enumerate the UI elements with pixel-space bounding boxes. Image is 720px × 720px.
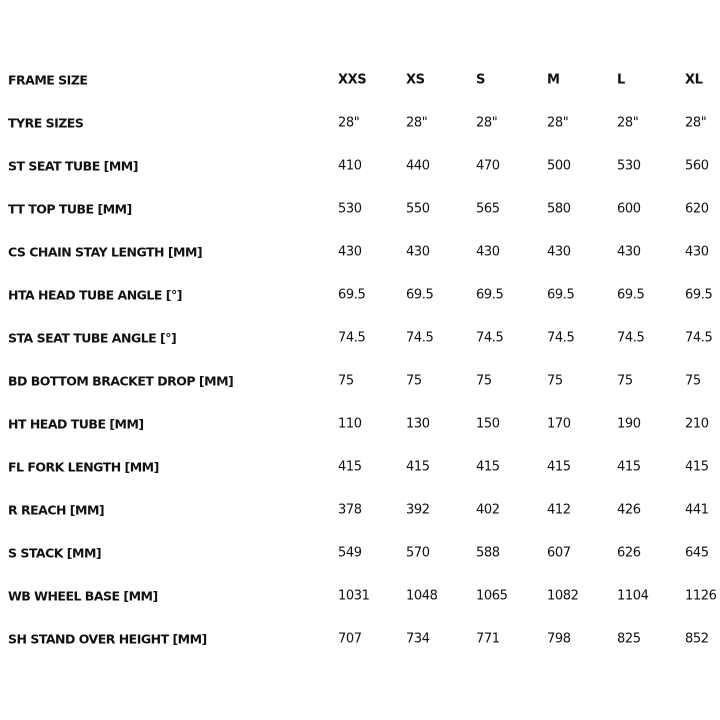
table-row — [8, 101, 720, 144]
table-cell: 430 — [338, 244, 362, 259]
table-cell: 430 — [685, 244, 709, 259]
table-cell: 565 — [476, 201, 500, 216]
table-cell: 620 — [685, 201, 709, 216]
table-cell: 110 — [338, 416, 362, 431]
table-cell: 626 — [617, 545, 641, 560]
table-cell: 415 — [547, 459, 571, 474]
table-cell: 75 — [685, 373, 701, 388]
table-cell: 430 — [617, 244, 641, 259]
table-cell: 69.5 — [685, 287, 713, 302]
table-cell: 190 — [617, 416, 641, 431]
table-cell: 75 — [547, 373, 563, 388]
table-cell: 500 — [547, 158, 571, 173]
table-cell: 69.5 — [476, 287, 504, 302]
table-cell: 170 — [547, 416, 571, 431]
table-cell: 69.5 — [338, 287, 366, 302]
size-header-xxs: XXS — [338, 72, 367, 87]
table-cell: 441 — [685, 502, 709, 517]
row-label: BD BOTTOM BRACKET DROP [MM] — [8, 373, 234, 388]
table-row — [8, 359, 720, 402]
row-label: STA SEAT TUBE ANGLE [°] — [8, 330, 177, 345]
table-cell: 28" — [685, 115, 707, 130]
table-cell: 412 — [547, 502, 571, 517]
table-cell: 798 — [547, 631, 571, 646]
table-cell: 588 — [476, 545, 500, 560]
table-cell: 28" — [617, 115, 639, 130]
table-row — [8, 230, 720, 273]
table-cell: 74.5 — [617, 330, 645, 345]
table-cell: 402 — [476, 502, 500, 517]
table-cell: 1065 — [476, 588, 508, 603]
table-row — [8, 273, 720, 316]
table-cell: 75 — [338, 373, 354, 388]
table-cell: 470 — [476, 158, 500, 173]
row-label: HTA HEAD TUBE ANGLE [°] — [8, 287, 182, 302]
table-cell: 530 — [617, 158, 641, 173]
table-cell: 69.5 — [547, 287, 575, 302]
table-row — [8, 187, 720, 230]
table-cell: 550 — [406, 201, 430, 216]
row-label: TYRE SIZES — [8, 115, 84, 130]
table-cell: 415 — [617, 459, 641, 474]
table-cell: 415 — [685, 459, 709, 474]
table-cell: 570 — [406, 545, 430, 560]
row-label: ST SEAT TUBE [MM] — [8, 158, 138, 173]
table-cell: 771 — [476, 631, 500, 646]
header-row — [8, 58, 720, 101]
row-label: TT TOP TUBE [MM] — [8, 201, 132, 216]
table-cell: 430 — [547, 244, 571, 259]
table-row — [8, 574, 720, 617]
table-cell: 560 — [685, 158, 709, 173]
table-cell: 1104 — [617, 588, 649, 603]
table-cell: 734 — [406, 631, 430, 646]
table-cell: 645 — [685, 545, 709, 560]
row-label: WB WHEEL BASE [MM] — [8, 588, 158, 603]
table-cell: 75 — [476, 373, 492, 388]
size-header-xs: XS — [406, 72, 425, 87]
table-cell: 852 — [685, 631, 709, 646]
size-header-xl: XL — [685, 72, 703, 87]
table-cell: 210 — [685, 416, 709, 431]
size-header-s: S — [476, 72, 485, 87]
table-cell: 1082 — [547, 588, 579, 603]
table-cell: 130 — [406, 416, 430, 431]
table-cell: 28" — [476, 115, 498, 130]
table-cell: 430 — [406, 244, 430, 259]
table-cell: 1048 — [406, 588, 438, 603]
size-header-l: L — [617, 72, 625, 87]
table-cell: 378 — [338, 502, 362, 517]
table-cell: 150 — [476, 416, 500, 431]
table-row — [8, 531, 720, 574]
table-cell: 530 — [338, 201, 362, 216]
table-cell: 74.5 — [338, 330, 366, 345]
table-row — [8, 316, 720, 359]
table-cell: 74.5 — [406, 330, 434, 345]
row-label: S STACK [MM] — [8, 545, 102, 560]
size-header-m: M — [547, 72, 560, 87]
table-row — [8, 445, 720, 488]
table-row — [8, 144, 720, 187]
table-cell: 607 — [547, 545, 571, 560]
table-cell: 1031 — [338, 588, 370, 603]
table-row — [8, 617, 720, 660]
table-cell: 440 — [406, 158, 430, 173]
row-label: CS CHAIN STAY LENGTH [MM] — [8, 244, 203, 259]
table-cell: 1126 — [685, 588, 717, 603]
table-cell: 410 — [338, 158, 362, 173]
table-cell: 28" — [547, 115, 569, 130]
table-cell: 707 — [338, 631, 362, 646]
row-label: HT HEAD TUBE [MM] — [8, 416, 144, 431]
row-label: FL FORK LENGTH [MM] — [8, 459, 159, 474]
table-row — [8, 488, 720, 531]
table-cell: 74.5 — [476, 330, 504, 345]
header-label: FRAME SIZE — [8, 72, 88, 87]
table-cell: 28" — [338, 115, 360, 130]
table-cell: 825 — [617, 631, 641, 646]
table-cell: 69.5 — [406, 287, 434, 302]
table-cell: 415 — [476, 459, 500, 474]
table-cell: 74.5 — [547, 330, 575, 345]
table-cell: 426 — [617, 502, 641, 517]
table-cell: 69.5 — [617, 287, 645, 302]
table-cell: 415 — [406, 459, 430, 474]
table-cell: 415 — [338, 459, 362, 474]
table-cell: 430 — [476, 244, 500, 259]
table-cell: 75 — [406, 373, 422, 388]
table-cell: 392 — [406, 502, 430, 517]
table-cell: 549 — [338, 545, 362, 560]
table-cell: 600 — [617, 201, 641, 216]
table-cell: 28" — [406, 115, 428, 130]
table-row — [8, 402, 720, 445]
table-cell: 580 — [547, 201, 571, 216]
table-cell: 75 — [617, 373, 633, 388]
row-label: SH STAND OVER HEIGHT [MM] — [8, 631, 207, 646]
geometry-table — [8, 58, 720, 660]
table-cell: 74.5 — [685, 330, 713, 345]
row-label: R REACH [MM] — [8, 502, 105, 517]
